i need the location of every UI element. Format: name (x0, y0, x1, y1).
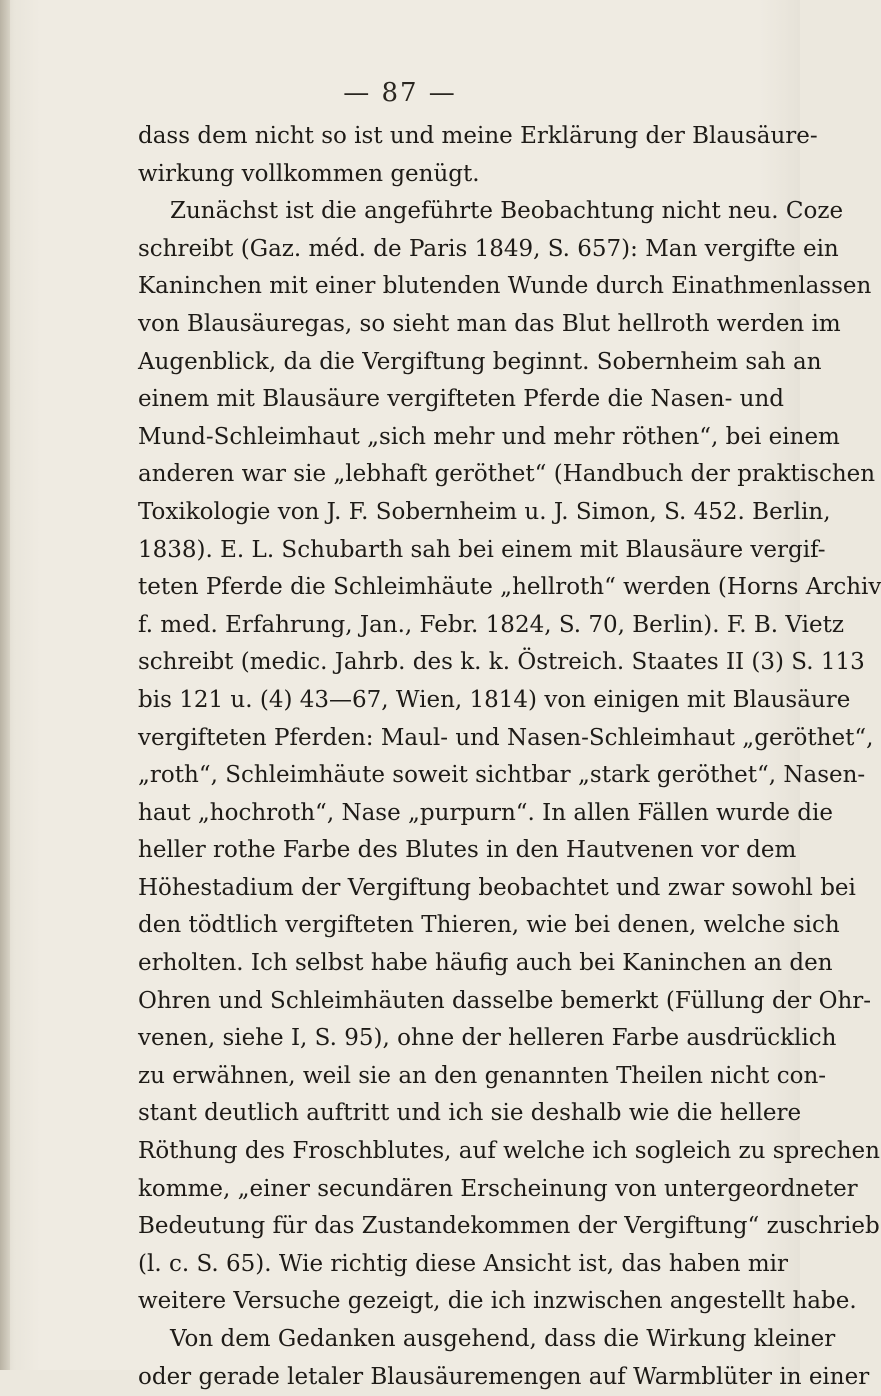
text-line: teten Pferde die Schleimhäute „hellroth“ werden (Horns Archiv (138, 574, 881, 601)
text-line: Ohren und Schleimhäuten dasselbe bemerkt (Füllung der Ohr- (138, 987, 872, 1014)
text-line: Von dem Gedanken ausgehend, dass die Wirkung kleiner (170, 1326, 836, 1352)
text-line: Zunächst ist die angeführte Beobachtung nicht neu. Coze (170, 198, 844, 225)
text-line: dass dem nicht so ist und meine Erklärung der Blausäure- (138, 123, 818, 149)
text-line: Bedeutung für das Zustandekommen der Vergiftung“ zuschrieb (138, 1213, 880, 1240)
text-line: zu erwähnen, weil sie an den genannten Theilen nicht con- (138, 1062, 827, 1089)
text-line: 1838). E. L. Schubarth sah bei einem mit Blausäure vergif- (138, 536, 826, 563)
text-line: bis 121 u. (4) 43—67, Wien, 1814) von einigen mit Blausäure (138, 686, 851, 713)
text-line: Kaninchen mit einer blutenden Wunde durch Einathmenlassen (138, 273, 872, 300)
text-line: schreibt (medic. Jahrb. des k. k. Östreich. Staates II (3) S. 113 (138, 649, 865, 676)
text-line: weitere Versuche gezeigt, die ich inzwischen angestellt habe. (138, 1288, 857, 1315)
text-line: Toxikologie von J. F. Sobernheim u. J. Simon, S. 452. Berlin, (138, 498, 831, 525)
text-line: venen, siehe I, S. 95), ohne der helleren Farbe ausdrücklich (138, 1025, 837, 1052)
text-line: erholten. Ich selbst habe häufig auch bei Kaninchen an den (138, 950, 833, 977)
text-line: oder gerade letaler Blausäuremengen auf Warmblüter in einer (138, 1363, 870, 1390)
text-line: komme, „einer secundären Erscheinung von untergeordneter (138, 1175, 858, 1202)
text-line: vergifteten Pferden: Maul- und Nasen-Schleimhaut „geröthet“, (138, 724, 874, 751)
text-line: den tödtlich vergifteten Thieren, wie bei denen, welche sich (138, 912, 840, 939)
text-line: Röthung des Froschblutes, auf welche ich sogleich zu sprechen (138, 1138, 880, 1165)
text-line: stant deutlich auftritt und ich sie deshalb wie die hellere (138, 1100, 802, 1127)
text-line: wirkung vollkommen genügt. (138, 160, 480, 187)
text-line: Höhestadium der Vergiftung beobachtet und zwar sowohl bei (138, 874, 856, 901)
body-text (138, 118, 881, 1396)
text-line: Augenblick, da die Vergiftung beginnt. Sobernheim sah an (138, 348, 822, 375)
text-line: anderen war sie „lebhaft geröthet“ (Handbuch der praktischen (138, 461, 876, 488)
text-line: haut „hochroth“, Nase „purpurn“. In allen Fällen wurde die (138, 799, 833, 826)
text-line: heller rothe Farbe des Blutes in den Hautvenen vor dem (138, 837, 797, 864)
text-line: einem mit Blausäure vergifteten Pferde die Nasen- und (138, 386, 785, 413)
binding-edge (0, 0, 10, 1370)
text-line: von Blausäuregas, so sieht man das Blut hellroth werden im (138, 310, 841, 337)
text-line: „roth“, Schleimhäute soweit sichtbar „stark geröthet“, Nasen- (138, 762, 866, 789)
page-number: — 87 — (343, 78, 457, 108)
text-line: (l. c. S. 65). Wie richtig diese Ansicht ist, das haben mir (138, 1250, 789, 1277)
text-line: Mund-Schleimhaut „sich mehr und mehr röthen“, bei einem (138, 423, 840, 450)
text-line: f. med. Erfahrung, Jan., Febr. 1824, S. 70, Berlin). F. B. Vietz (138, 611, 844, 638)
text-line: schreibt (Gaz. méd. de Paris 1849, S. 657): Man vergifte ein (138, 235, 839, 262)
